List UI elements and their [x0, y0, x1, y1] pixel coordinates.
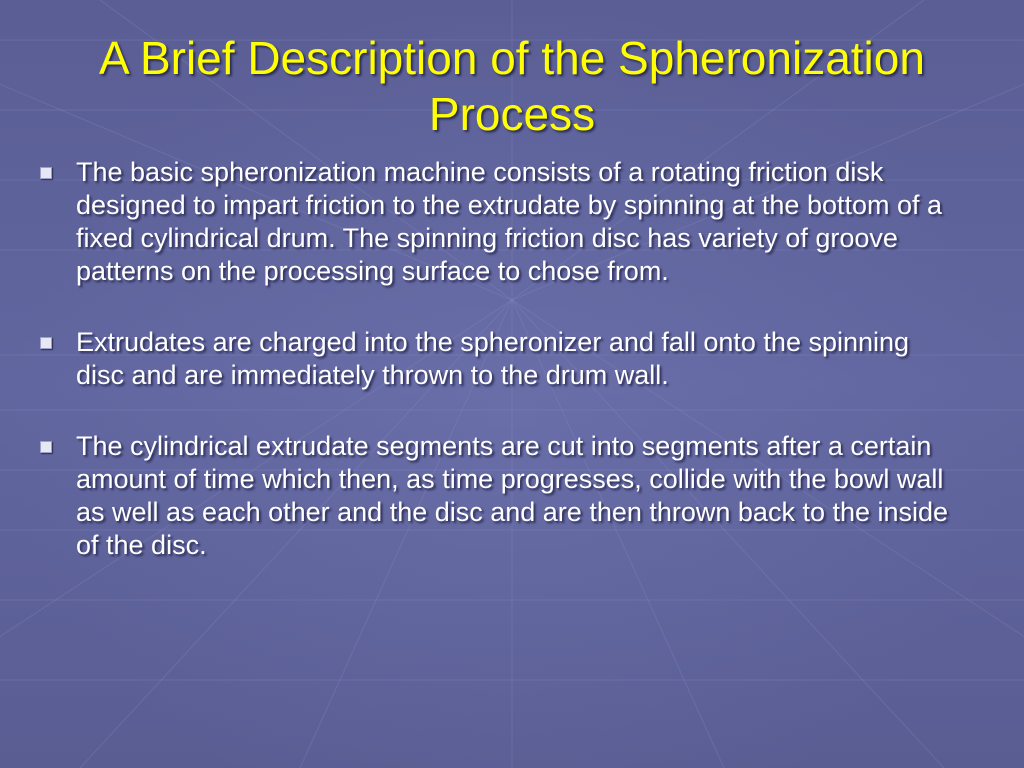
bullet-text: The basic spheronization machine consists of a rotating friction disk designed to impart friction to the extrudate by spinning at the bottom of a fixed cylindrical drum. The spinning friction disc has variety of groove patterns on the processing surface to chose from. [76, 157, 943, 286]
bullet-item [38, 326, 958, 392]
bullet-item [38, 156, 958, 288]
square-bullet-icon [40, 441, 52, 453]
bullet-text: The cylindrical extrudate segments are cut into segments after a certain amount of time which then, as time progresses, collide with the bowl wall as well as each other and the disc and are then thrown back to the inside of the disc. [76, 431, 949, 560]
slide-title: A Brief Description of the Spheronization Process [99, 32, 925, 140]
bullet-text: Extrudates are charged into the spheronizer and fall onto the spinning disc and are immediately thrown to the drum wall. [76, 327, 910, 390]
bullet-list [38, 156, 958, 562]
square-bullet-icon [40, 337, 52, 349]
bullet-item [38, 430, 958, 562]
square-bullet-icon [40, 167, 52, 179]
